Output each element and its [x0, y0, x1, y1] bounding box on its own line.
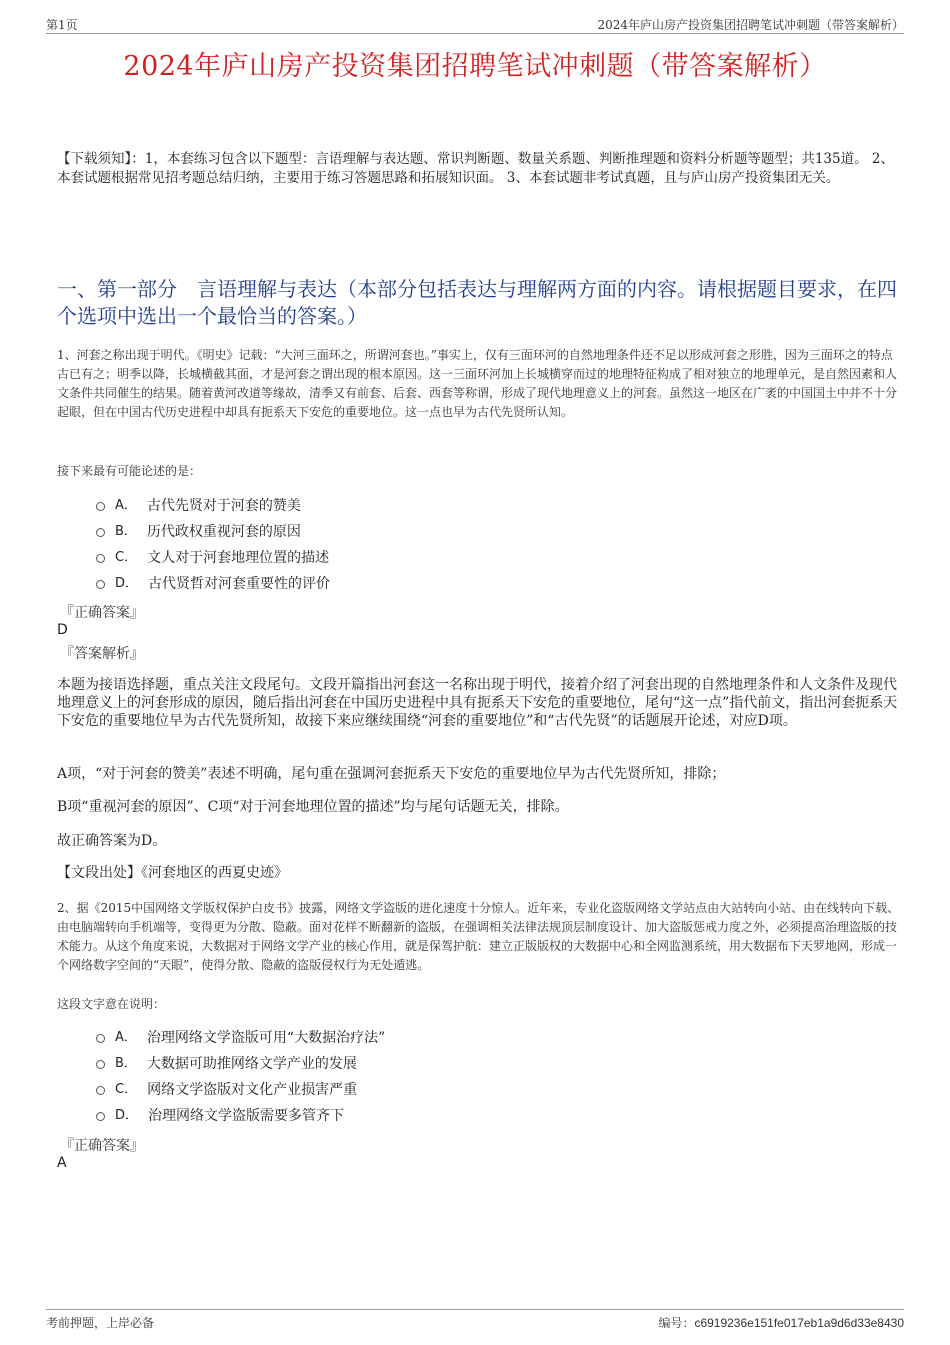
section-heading: 一、第一部分 言语理解与表达（本部分包括表达与理解两方面的内容。请根据题目要求，在四个选项中选出一个最恰当的答案。）: [57, 277, 897, 328]
question-1-prompt: 接下来最有可能论述的是：: [57, 464, 202, 478]
radio-icon[interactable]: [96, 580, 105, 589]
option-text: 古代贤哲对河套重要性的评价: [148, 576, 331, 592]
radio-icon[interactable]: [96, 1086, 105, 1095]
option-letter: B．: [115, 1056, 137, 1071]
option-a[interactable]: [96, 493, 796, 519]
radio-icon[interactable]: [96, 528, 105, 537]
option-text: 治理网络文学盗版可用“大数据治疗法”: [146, 1030, 386, 1046]
option-letter: C．: [115, 550, 138, 565]
correct-answer: A: [57, 1155, 67, 1171]
analysis-paragraph: A项，“对于河套的赞美”表述不明确，尾句重在强调河套扼系天下安危的重要地位早为古代先贤所知，排除；: [57, 766, 726, 782]
option-letter: B．: [115, 524, 137, 539]
option-letter: A．: [115, 498, 137, 513]
footer-doc-id: 编号：c6919236e151fe017eb1a9d6d33e8430: [658, 1316, 904, 1330]
option-text: 古代先贤对于河套的赞美: [146, 498, 301, 514]
page-number: 第1页: [46, 18, 78, 32]
header-doc-title: 2024年庐山房产投资集团招聘笔试冲刺题（带答案解析）: [597, 18, 904, 32]
option-b[interactable]: [96, 519, 796, 545]
option-b[interactable]: [96, 1051, 796, 1077]
option-c[interactable]: [96, 545, 796, 571]
question-1-stem: 1、河套之称出现于明代。《明史》记载：“大河三面环之，所谓河套也。”事实上，仅有三面环河的自然地理条件还不足以形成河套之形胜，因为三面环之的特点古已有之；明季以降，长城横截其面，才是河套之谓出现的根本原因。这一三面环河加上长城横穿而过的地理特征构成了相对独立的地理单元，是自然因素和人文条件共同催生的结果。随着黄河改道等缘故，清季又有前套、后套、西套等称谓，形成了现代地理意义上的河套。虽然这一地区在广袤的中国国土中并不十分起眼，但在中国古代历史进程中却具有扼系天下安危的重要地位。这一点也早为古代先贤所认知。: [57, 348, 898, 419]
radio-icon[interactable]: [96, 554, 105, 563]
option-text: 网络文学盗版对文化产业损害严重: [147, 1082, 358, 1098]
source-citation: 【文段出处】《河套地区的西夏史迹》: [57, 865, 288, 881]
radio-icon[interactable]: [96, 1060, 105, 1069]
question-2-stem: 2、据《2015中国网络文学版权保护白皮书》披露，网络文学盗版的进化速度十分惊人。近年来，专业化盗版网络文学站点由大站转向小站、由在线转向下载、由电脑端转向手机端等，变得更为分散、隐蔽。面对花样不断翻新的盗版，在强调相关法律法规顶层制度设计、加大盗版惩戒力度之外，必须提高治理盗版的技术能力。从这个角度来说，大数据对于网络文学产业的核心作用，就是保驾护航：建立正版版权的大数据中心和全网监测系统，用大数据布下天罗地网，形成一个网络数字空间的“天眼”，使得分散、隐蔽的盗版侵权行为无处遁逃。: [57, 901, 900, 972]
correct-answer-label: 『正确答案』: [60, 1138, 144, 1154]
radio-icon[interactable]: [96, 1112, 105, 1121]
option-d[interactable]: [96, 571, 796, 597]
question-1-options: [96, 493, 796, 597]
option-letter: A．: [115, 1030, 137, 1045]
option-c[interactable]: [96, 1077, 796, 1103]
analysis-paragraph: 故正确答案为D。: [57, 833, 167, 849]
option-letter: C．: [115, 1082, 138, 1097]
footer-slogan: 考前押题，上岸必备: [46, 1316, 155, 1330]
correct-answer: D: [57, 622, 68, 638]
radio-icon[interactable]: [96, 502, 105, 511]
analysis-paragraph: 本题为接语选择题，重点关注文段尾句。文段开篇指出河套这一名称出现于明代，接着介绍了河套出现的自然地理条件和人文条件及现代地理意义上的河套形成的原因，随后指出河套在中国历史进程中具有扼系天下安危的重要地位，尾句“这一点”指代前文，指出河套扼系天下安危的重要地位早为古代先贤所知，故接下来应继续围绕“河套的重要地位”和“古代先贤”的话题展开论述，对应D项。: [57, 677, 898, 729]
option-letter: D．: [115, 1108, 139, 1123]
page-title: 2024年庐山房产投资集团招聘笔试冲刺题（带答案解析）: [123, 51, 827, 82]
option-d[interactable]: [96, 1103, 796, 1129]
analysis-paragraph: B项“重视河套的原因”、C项“对于河套地理位置的描述”均与尾句话题无关，排除。: [57, 799, 569, 815]
header-divider: [46, 33, 904, 34]
footer-divider: [46, 1309, 904, 1310]
radio-icon[interactable]: [96, 1034, 105, 1043]
option-text: 大数据可助推网络文学产业的发展: [146, 1056, 357, 1072]
option-text: 文人对于河套地理位置的描述: [147, 550, 330, 566]
question-2-prompt: 这段文字意在说明：: [57, 997, 166, 1011]
question-2-options: [96, 1025, 796, 1129]
option-text: 治理网络文学盗版需要多管齐下: [148, 1108, 345, 1124]
option-text: 历代政权重视河套的原因: [146, 524, 301, 540]
download-notice: 【下载须知】：1，本套练习包含以下题型：言语理解与表达题、常识判断题、数量关系题、判断推理题和资料分析题等题型；共135道。 2、本套试题根据常见招考题总结归纳，主要用于练习答题思路和拓展知识面。 3、本套试题非考试真题，且与庐山房产投资集团无关。: [57, 151, 894, 186]
analysis-label: 『答案解析』: [60, 646, 144, 662]
correct-answer-label: 『正确答案』: [60, 605, 144, 621]
option-a[interactable]: [96, 1025, 796, 1051]
option-letter: D．: [115, 576, 139, 591]
